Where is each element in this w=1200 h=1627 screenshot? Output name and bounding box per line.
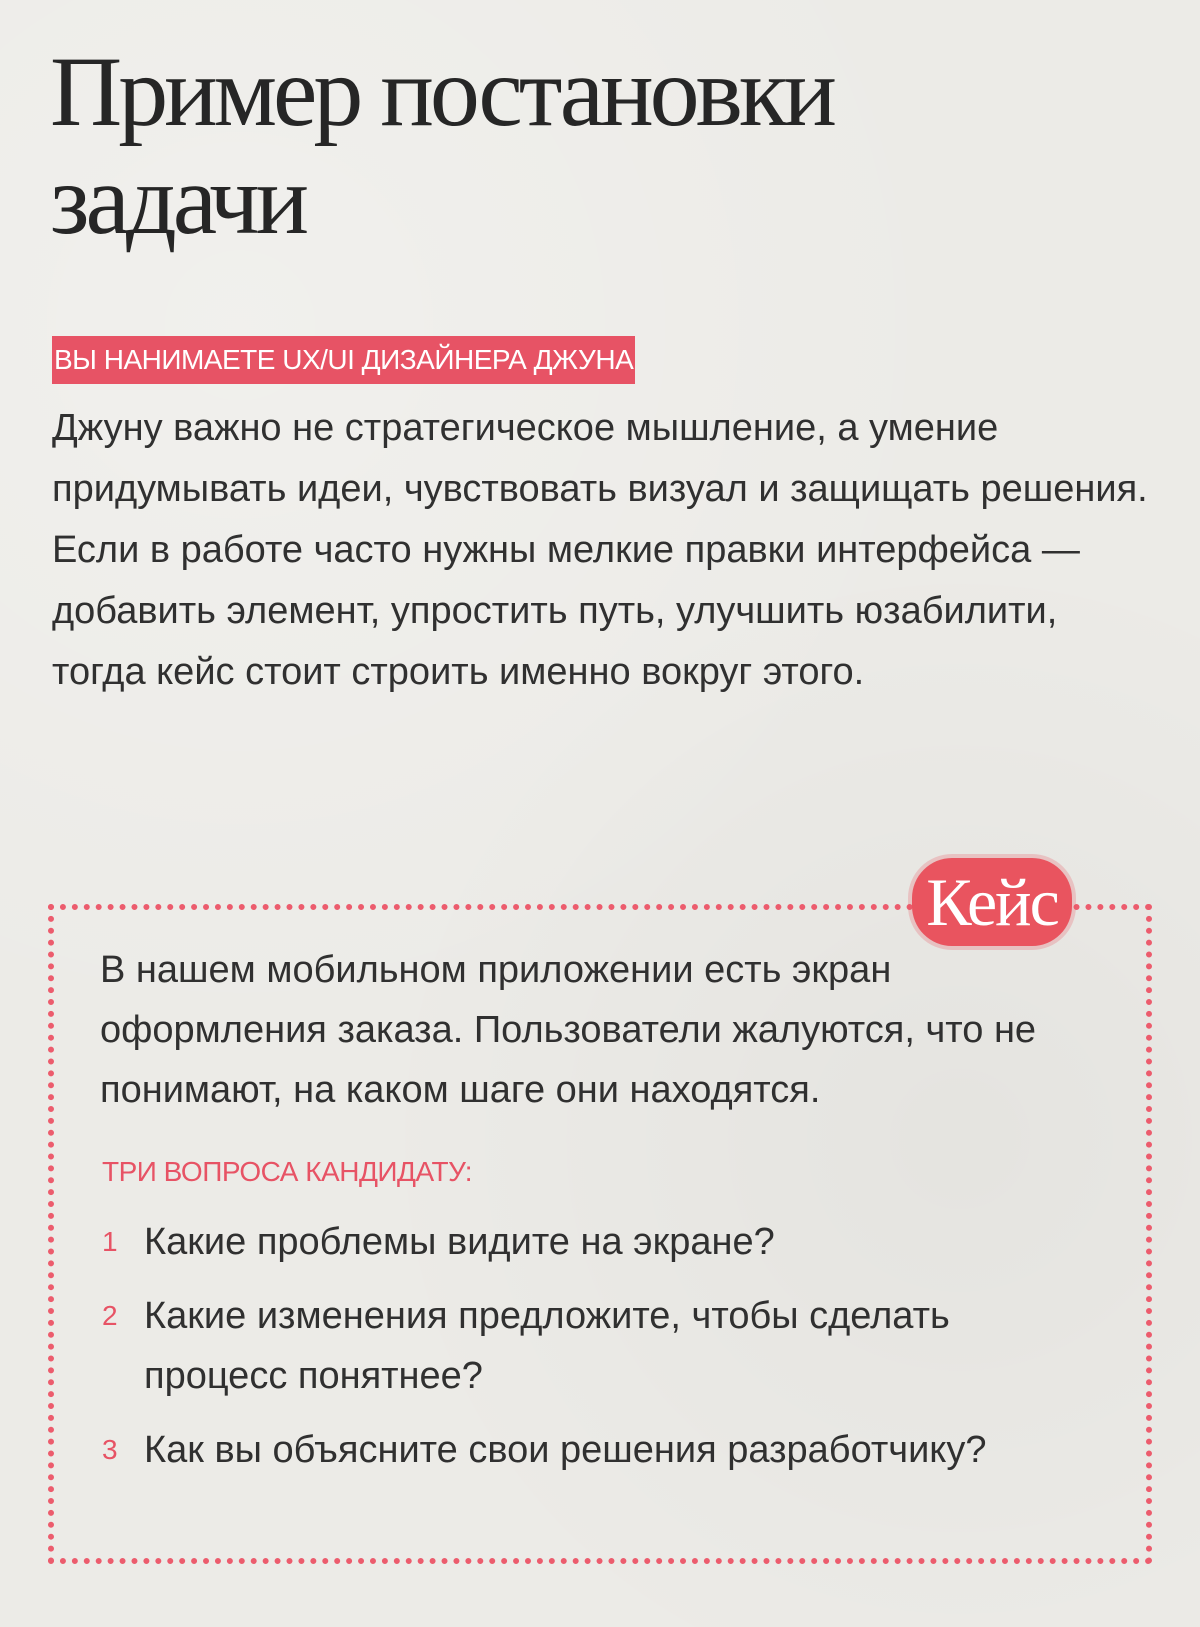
question-number-1: 1 xyxy=(102,1226,118,1257)
question-text-1: Какие проблемы видите на экране? xyxy=(144,1221,775,1263)
question-number-2: 2 xyxy=(102,1300,118,1331)
case-description: В нашем мобильном приложении есть экран оформления заказа. Пользователи жалуются, что не понимают, на каком шаге они находятся. xyxy=(100,949,1037,1111)
question-item-3 xyxy=(102,1420,1102,1480)
questions-title: ТРИ ВОПРОСА КАНДИДАТУ: xyxy=(102,1156,473,1187)
question-item-2 xyxy=(102,1286,1102,1406)
page-title-line-2: задачи xyxy=(50,144,305,255)
questions-list xyxy=(102,1212,1102,1494)
page-title xyxy=(50,38,833,254)
intro-paragraph: Джуну важно не стратегическое мышление, а умение придумывать идеи, чувствовать визуал и защищать решения. Если в работе часто нужны мелкие правки интерфейса — добавить элемент, упростить путь, улучшить юзабилити, тогда кейс стоит строить именно вокруг этого. xyxy=(52,407,1148,693)
question-item-1 xyxy=(102,1212,1102,1272)
question-text-3: Как вы объясните свои решения разработчику? xyxy=(144,1429,987,1471)
case-badge: Кейс xyxy=(912,858,1072,946)
page-title-line-1: Пример постановки xyxy=(50,36,833,147)
question-number-3: 3 xyxy=(102,1434,118,1465)
role-highlight: ВЫ НАНИМАЕТЕ UX/UI ДИЗАЙНЕРА ДЖУНА xyxy=(52,336,635,384)
question-text-2: Какие изменения предложите, чтобы сделать процесс понятнее? xyxy=(144,1295,950,1397)
